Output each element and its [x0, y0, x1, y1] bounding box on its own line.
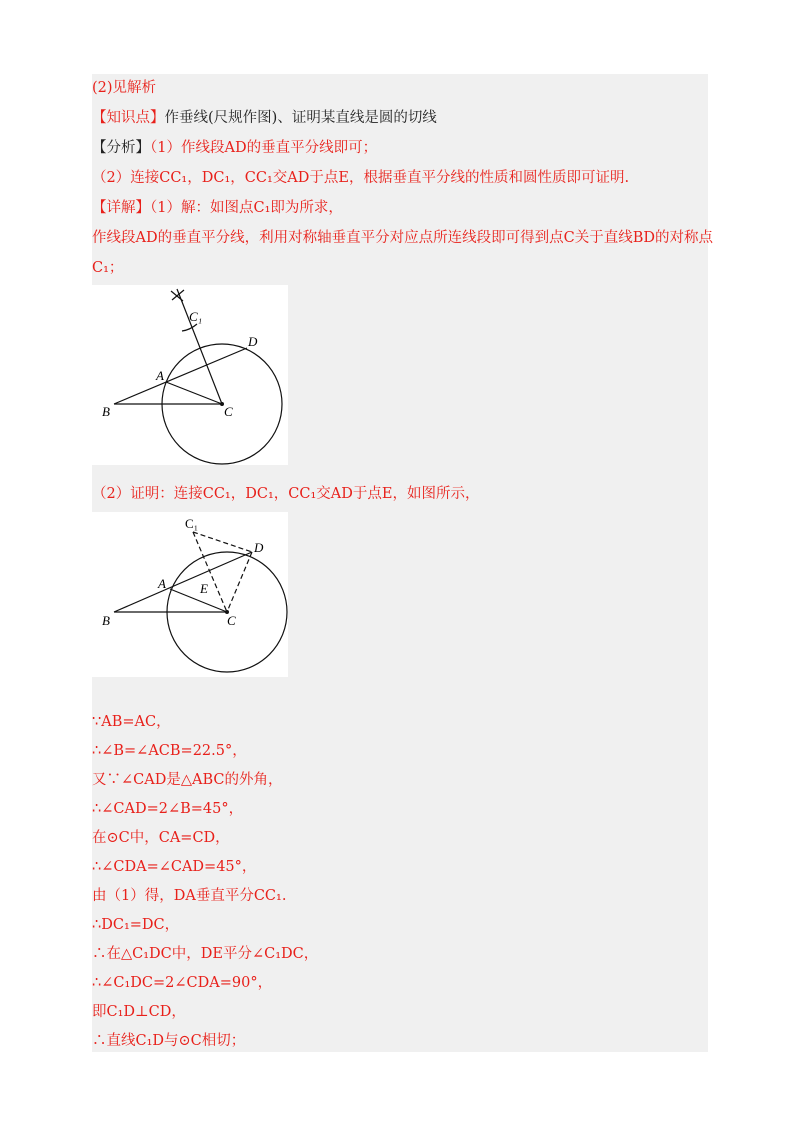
segment-bd — [114, 552, 252, 612]
label-a: A — [156, 368, 164, 383]
proof-line: ∴DC₁=DC， — [92, 917, 180, 933]
proof-line: 即C₁D⊥CD， — [92, 1004, 186, 1020]
proof-line: ∴直线C₁D与⊙C相切； — [92, 1033, 246, 1049]
label-c1: C₁ — [185, 516, 199, 531]
proof-line: ∴∠CAD=2∠B=45°， — [92, 801, 244, 817]
proof-line: ∵AB=AC， — [92, 714, 171, 730]
analysis-line-2: （2）连接CC₁，DC₁，CC₁交AD于点E，根据垂直平分线的性质和圆性质即可证明. — [92, 170, 630, 186]
proof-line: 又∵∠CAD是△ABC的外角， — [92, 772, 283, 788]
analysis-text-1: （1）作线段AD的垂直平分线即可； — [150, 140, 378, 156]
detail-line-2: 作线段AD的垂直平分线，利用对称轴垂直平分对应点所连线段即可得到点C关于直线BD的对称点 — [92, 230, 713, 246]
detail-text-1: （1）解：如图点C₁即为所求， — [150, 200, 343, 216]
figure-1 — [92, 285, 288, 465]
label-a: A — [158, 576, 166, 591]
figure-2-diagram — [92, 512, 288, 677]
segment-dc1 — [193, 532, 252, 552]
knowledge-point — [92, 108, 437, 128]
figure-1-diagram — [92, 285, 288, 465]
knowledge-text: 作垂线(尺规作图)、证明某直线是圆的切线 — [164, 110, 437, 126]
detail-label: 【详解】 — [92, 200, 150, 216]
segment-bd — [114, 348, 247, 404]
figure-2 — [92, 512, 288, 677]
proof-line: ∴∠B=∠ACB=22.5°， — [92, 743, 247, 759]
label-c: C — [224, 404, 233, 419]
proof-line: ∴在△C₁DC中，DE平分∠C₁DC， — [92, 946, 319, 962]
analysis-line-1 — [92, 138, 377, 158]
label-d: D — [248, 334, 258, 349]
perpendicular-bisector — [177, 289, 222, 404]
answer-header: (2)见解析 — [92, 80, 157, 96]
label-b: B — [102, 404, 110, 419]
knowledge-label: 【知识点】 — [92, 110, 165, 126]
analysis-label: 【分析】 — [92, 140, 150, 156]
proof-line: 在⊙C中，CA=CD， — [92, 830, 230, 846]
label-d: D — [254, 540, 264, 555]
detail-line-1 — [92, 198, 343, 218]
label-b: B — [102, 613, 110, 628]
arc-mark-c1 — [182, 324, 197, 331]
proof-line: ∴∠C₁DC=2∠CDA=90°， — [92, 975, 273, 991]
proof-line: ∴∠CDA=∠CAD=45°， — [92, 859, 257, 875]
label-c1: C₁ — [189, 309, 203, 324]
proof-line: 由（1）得，DA垂直平分CC₁. — [92, 888, 287, 904]
label-e: E — [200, 581, 208, 596]
detail-line-3: C₁； — [92, 260, 124, 276]
segment-ac — [166, 382, 222, 404]
proof-intro: （2）证明：连接CC₁，DC₁，CC₁交AD于点E，如图所示， — [92, 486, 480, 502]
label-c: C — [227, 613, 236, 628]
